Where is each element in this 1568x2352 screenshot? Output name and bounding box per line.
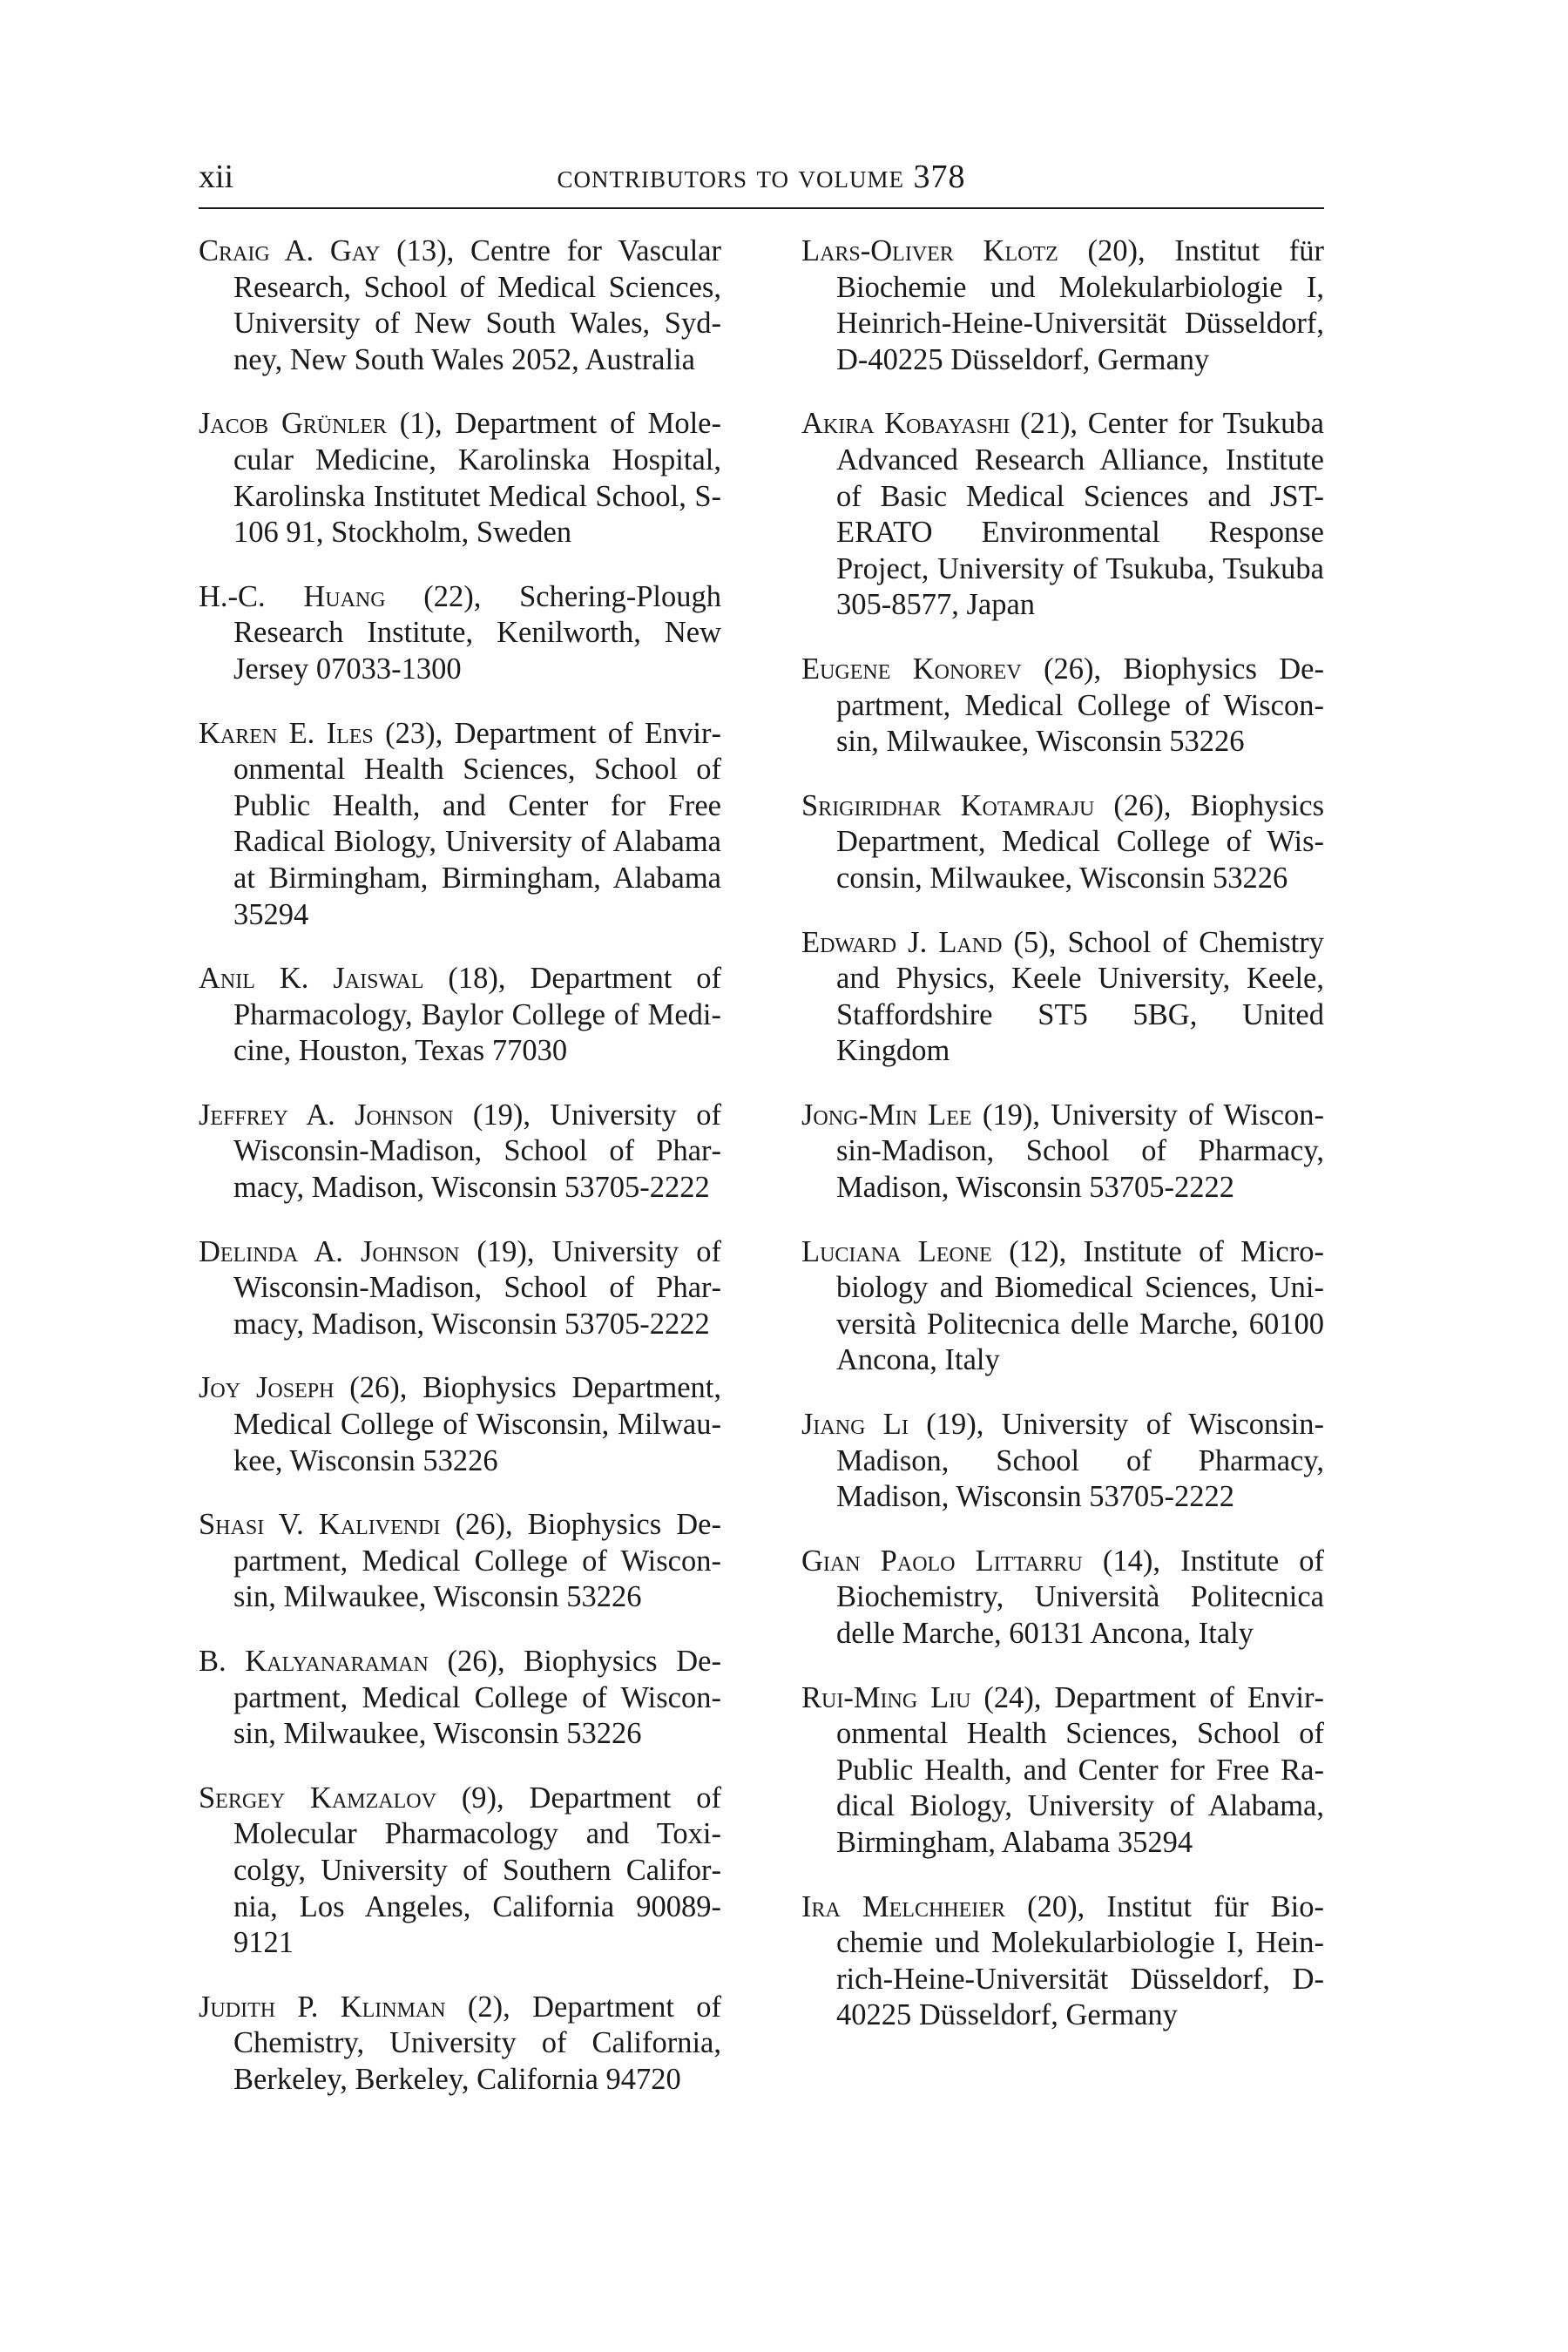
contributor-name: Karen E. Iles — [199, 716, 374, 750]
contributor-affiliation: (19), University of Wisconsin-Madison, School of Pharmacy, Madison, Wisconsin 53705-2222 — [836, 1408, 1324, 1514]
contributor-affiliation: (26), Biophysics Department, Medical College of Wisconsin, Milwaukee, Wisconsin 53226 — [836, 788, 1325, 895]
contributor-entry — [199, 716, 721, 934]
right-column — [801, 233, 1324, 2062]
left-column — [199, 233, 721, 2126]
contributor-affiliation: (24), Department of Environmental Health Sciences, School of Public Health, and Center for Free Radical Biology, University of Alabama, Birmingham, Alabama 35294 — [836, 1680, 1324, 1859]
contributor-affiliation: (5), School of Chemistry and Physics, Keele University, Keele, Staffordshire ST5 5BG, United Kingdom — [836, 925, 1324, 1068]
contributor-name: Rui-Ming Liu — [801, 1680, 971, 1714]
contributor-entry — [801, 1407, 1324, 1516]
contributor-affiliation: (19), University of Wisconsin-Madison, School of Pharmacy, Madison, Wisconsin 53705-2222 — [836, 1098, 1324, 1205]
running-head-title: contributors to volume — [557, 159, 905, 195]
contributor-entry — [199, 961, 721, 1070]
contributor-name: Lars-Oliver Klotz — [801, 234, 1058, 267]
contributor-entry — [199, 1370, 721, 1479]
contributor-affiliation: (26), Biophysics Department, Medical College of Wisconsin, Milwaukee, Wisconsin 53226 — [233, 1508, 721, 1614]
contributor-entry — [199, 1507, 721, 1616]
contributor-entry — [199, 233, 721, 378]
contributor-entry — [801, 652, 1324, 760]
contributor-name: Akira Kobayashi — [801, 407, 1010, 441]
contributor-entry — [801, 1544, 1324, 1652]
page-number: xii — [199, 159, 234, 195]
page-header — [199, 157, 1324, 209]
contributor-name: Judith P. Klinman — [199, 1990, 446, 2024]
contributor-name: Anil K. Jaiswal — [199, 962, 424, 996]
contributor-entry — [801, 1098, 1324, 1206]
contributor-name: Jong-Min Lee — [801, 1098, 972, 1132]
contributor-entry — [801, 406, 1324, 624]
volume-number: 378 — [913, 159, 966, 195]
contributor-affiliation: (1), Department of Molecular Medicine, Karolinska Hospital, Karolinska Institutet Medical School, S-106 91, Stockholm, Sweden — [233, 407, 722, 550]
contributor-name: Eugene Konorev — [801, 652, 1022, 686]
contributor-entry — [801, 925, 1324, 1070]
contributor-entry — [801, 233, 1324, 378]
contributor-affiliation: (19), University of Wisconsin-Madison, School of Pharmacy, Madison, Wisconsin 53705-2222 — [233, 1234, 721, 1341]
contributor-name: Shasi V. Kalivendi — [199, 1508, 441, 1542]
contributor-entry — [199, 1990, 721, 2099]
contributor-name: Luciana Leone — [801, 1234, 992, 1268]
contributor-affiliation: (26), Biophysics Department, Medical College of Wisconsin, Milwaukee, Wisconsin 53226 — [233, 1645, 721, 1751]
contributor-name: Jeffrey A. Johnson — [199, 1098, 454, 1132]
contributor-entry — [199, 1781, 721, 1962]
contributor-name: Joy Joseph — [199, 1371, 335, 1405]
running-head — [199, 157, 1324, 197]
contributor-name: Edward J. Land — [801, 925, 1003, 959]
contributor-name: Gian Paolo Littarru — [801, 1544, 1083, 1578]
contributor-entry — [199, 1234, 721, 1343]
contributor-affiliation: (20), Institut für Biochemie und Molekularbiologie I, Heinrich-Heine-Universität Düsseldorf, D-40225 Düsseldorf, Germany — [836, 234, 1324, 376]
contributor-affiliation: (22), Schering-Plough Research Institute, Kenilworth, New Jersey 07033-1300 — [233, 579, 721, 686]
contributor-entry — [199, 579, 721, 688]
contributor-entry — [801, 1234, 1324, 1379]
contributor-name: Srigiridhar Kotamraju — [801, 788, 1095, 822]
contributor-affiliation: (26), Biophysics Department, Medical College of Wisconsin, Milwaukee, Wisconsin 53226 — [233, 1371, 721, 1477]
contributor-affiliation: (9), Department of Molecular Pharmacology and Toxicolgy, University of Southern California, Los Angeles, California 90089-9121 — [233, 1781, 721, 1960]
contributor-name: H.-C. Huang — [199, 579, 386, 613]
contributor-entry — [801, 788, 1324, 897]
contributor-affiliation: (20), Institut für Biochemie und Molekularbiologie I, Heinrich-Heine-Universität Düsseldorf, D-40225 Düsseldorf, Germany — [836, 1889, 1324, 2032]
contributor-name: Craig A. Gay — [199, 234, 381, 267]
contributor-name: Sergey Kamzalov — [199, 1781, 436, 1815]
contributor-entry — [801, 1889, 1324, 2034]
contributor-entry — [199, 1098, 721, 1206]
contributor-affiliation: (12), Institute of Microbiology and Biomedical Sciences, Università Politecnica delle Marche, 60100 Ancona, Italy — [836, 1234, 1324, 1377]
contributor-entry — [199, 1644, 721, 1753]
contributor-affiliation: (14), Institute of Biochemistry, Università Politecnica delle Marche, 60131 Ancona, Italy — [836, 1544, 1324, 1650]
contributor-name: Ira Melchheier — [801, 1889, 1005, 1923]
header-rule — [199, 207, 1324, 209]
contributor-affiliation: (2), Department of Chemistry, University of California, Berkeley, Berkeley, California 94720 — [233, 1990, 721, 2096]
contributor-entry — [801, 1680, 1324, 1862]
contributor-affiliation: (23), Department of Environmental Health Sciences, School of Public Health, and Center for Free Radical Biology, University of Alabama at Birmingham, Birmingham, Alabama 35294 — [233, 716, 721, 931]
contributor-name: Jiang Li — [801, 1408, 909, 1442]
contributor-affiliation: (26), Biophysics Department, Medical College of Wisconsin, Milwaukee, Wisconsin 53226 — [836, 652, 1324, 759]
contributor-entry — [199, 406, 721, 551]
contributor-affiliation: (19), University of Wisconsin-Madison, School of Pharmacy, Madison, Wisconsin 53705-2222 — [233, 1098, 721, 1205]
contributor-name: Delinda A. Johnson — [199, 1234, 460, 1268]
contributor-affiliation: (13), Centre for Vascular Research, School of Medical Sciences, University of New South Wales, Sydney, New South Wales 2052, Australia — [233, 234, 721, 376]
contributor-affiliation: (18), Department of Pharmacology, Baylor College of Medicine, Houston, Texas 77030 — [233, 962, 721, 1068]
contributor-name: B. Kalyanaraman — [199, 1645, 429, 1678]
contributor-affiliation: (21), Center for Tsukuba Advanced Research Alliance, Institute of Basic Medical Sciences and JST-ERATO Environmental Response Project, University of Tsukuba, Tsukuba 305-8577, Japan — [836, 407, 1324, 622]
contributor-name: Jacob Grünler — [199, 407, 387, 441]
